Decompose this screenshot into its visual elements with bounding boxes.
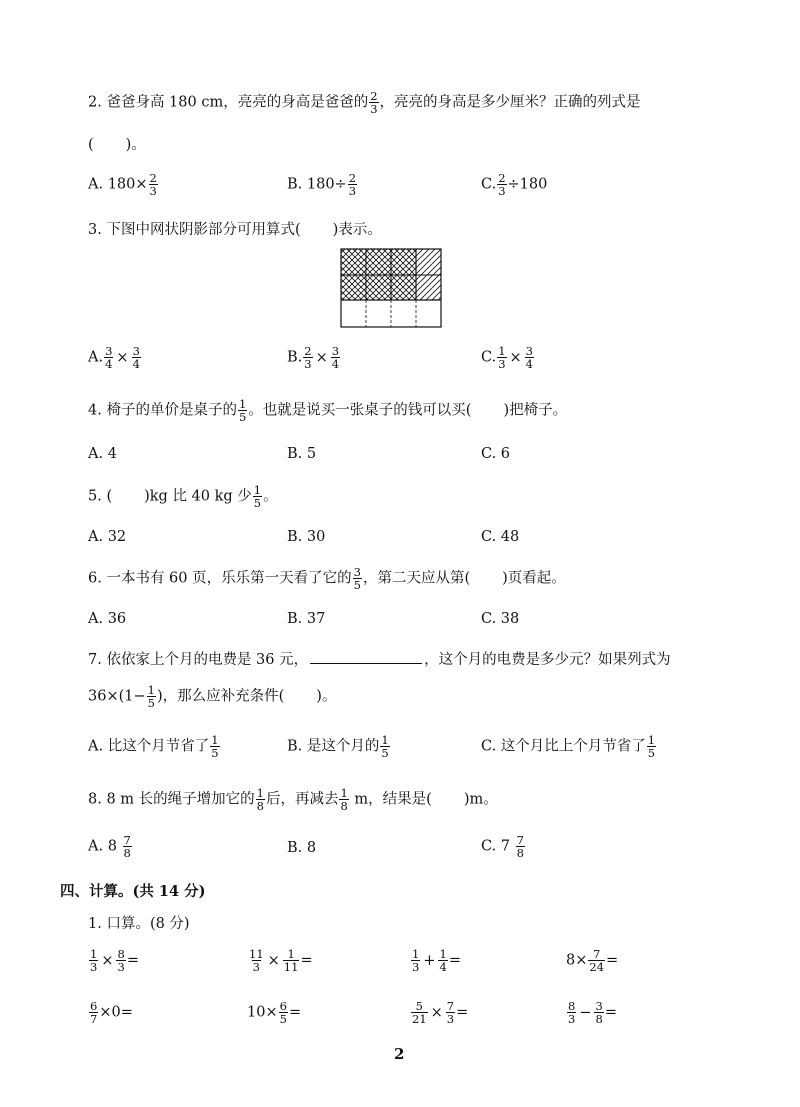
calc-item: $\frac{11}{3}$ × $\frac{1}{11}$ = [249,947,313,974]
fraction: $\frac{2}{3}$ [370,89,378,116]
q2-stem: 2. 爸爸身高 180 cm，亮亮的身高是爸爸的 $\frac{2}{3}$ ，亮亮的身高是多少厘米？正确的列式是 [88,89,641,116]
q8-stem: 8. 8 m 长的绳子增加它的 $\frac{1}{8}$ 后，再减去 $\frac{1}{8}$ m，结果是( )m。 [88,786,498,813]
section-heading: 四、计算。(共 14 分) [60,883,206,900]
q5-option-b: B. 30 [287,529,326,545]
q4-option-c: C. 6 [481,446,511,462]
calc-item: 10× $\frac{6}{5}$ = [247,999,302,1026]
calc-item: $\frac{8}{3}$ − $\frac{3}{8}$ = [568,999,617,1026]
shaded-grid-figure [340,248,442,328]
q4-option-a: A. 4 [88,446,117,462]
calc-item: 8× $\frac{7}{24}$ = [566,947,619,974]
q2-option-c: C. $\frac{2}{3}$ ÷180 [481,171,548,198]
fill-in-line [310,651,422,664]
q8-option-b: B. 8 [287,840,317,856]
q6-stem: 6. 一本书有 60 页，乐乐第一天看了它的 $\frac{3}{5}$ ，第二天应从第( )页看起。 [88,565,566,592]
q8-option-c: C. 7 $\frac{7}{8}$ [481,833,524,860]
q8-option-a: A. 8 $\frac{7}{8}$ [88,833,131,860]
q3-option-b: B. $\frac{2}{3}$ × $\frac{3}{4}$ [287,344,340,371]
calc-item: $\frac{1}{3}$ + $\frac{1}{4}$ = [412,947,461,974]
page-number: 2 [394,1045,405,1063]
q4-stem: 4. 椅子的单价是桌子的 $\frac{1}{5}$ 。也就是说买一张桌子的钱可以买( )把椅子。 [88,397,568,424]
q5-option-a: A. 32 [88,529,127,545]
q6-option-a: A. 36 [88,611,127,627]
q5-stem: 5. ( )kg 比 40 kg 少 $\frac{1}{5}$ 。 [88,483,278,510]
q2-answer-blank: ( )。 [88,137,146,153]
subsection-heading: 1. 口算。(8 分) [88,916,190,932]
calc-item: $\frac{5}{21}$ × $\frac{7}{3}$ = [412,999,469,1026]
q7-formula: 36×(1− $\frac{1}{5}$ )，那么应补充条件( )。 [88,683,337,710]
q3-stem: 3. 下图中网状阴影部分可用算式( )表示。 [88,222,382,238]
calc-item: $\frac{1}{3}$ × $\frac{8}{3}$ = [90,947,139,974]
q7-option-a: A. 比这个月节省了 $\frac{1}{5}$ [88,733,219,760]
q2-option-a: A. 180× $\frac{2}{3}$ [88,171,157,198]
q7-stem: 7. 依依家上个月的电费是 36 元， ，这个月的电费是多少元？如果列式为 [88,652,671,668]
q3-option-c: C. $\frac{1}{3}$ × $\frac{3}{4}$ [481,344,533,371]
q2-option-b: B. 180÷ $\frac{2}{3}$ [287,171,357,198]
calc-item: $\frac{6}{7}$ ×0= [90,999,133,1026]
q5-option-c: C. 48 [481,529,520,545]
q7-option-c: C. 这个月比上个月节省了 $\frac{1}{5}$ [481,733,656,760]
q7-option-b: B. 是这个月的 $\frac{1}{5}$ [287,733,389,760]
q3-option-a: A. $\frac{3}{4}$ × $\frac{3}{4}$ [88,344,140,371]
q4-option-b: B. 5 [287,446,317,462]
q6-option-c: C. 38 [481,611,520,627]
q6-option-b: B. 37 [287,611,326,627]
